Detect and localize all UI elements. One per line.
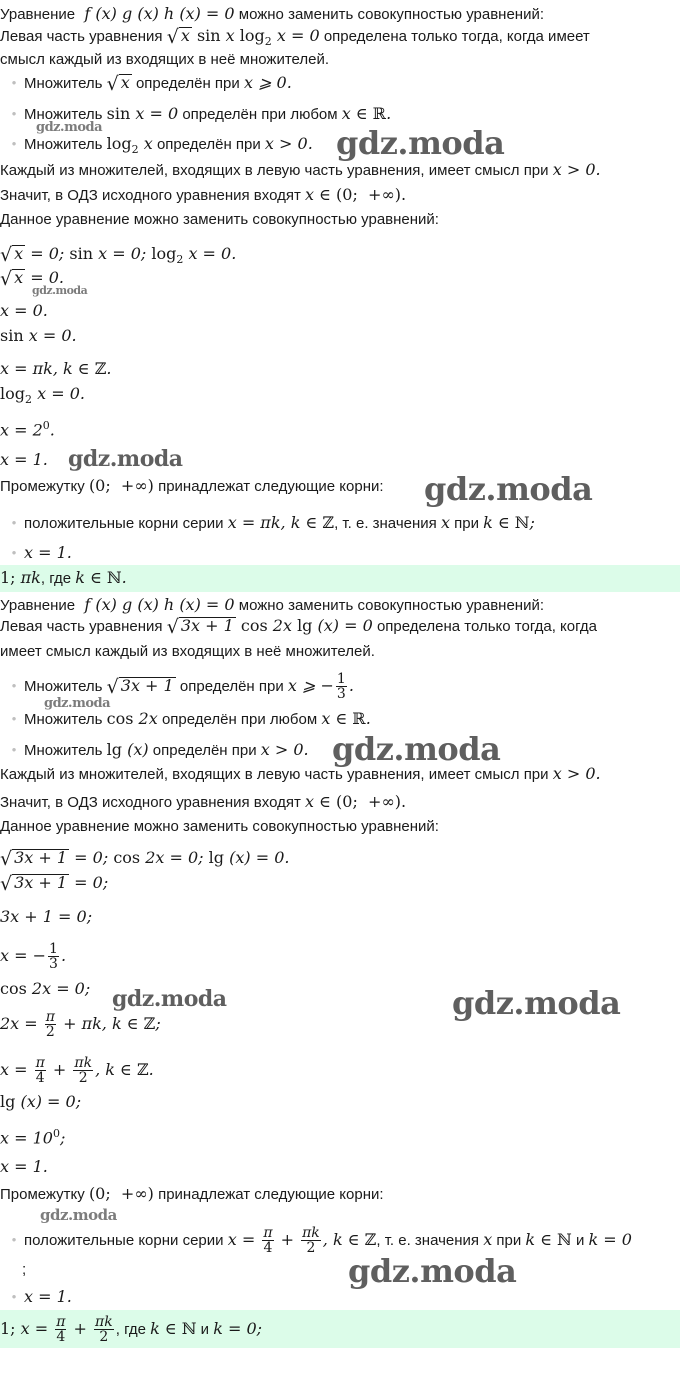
math-line: x = 0. xyxy=(0,301,48,320)
math-line: √ x = 0. xyxy=(0,268,64,290)
math-line: x = $\frac{\pi}{4}$ + $\frac{\pi k}{2}$ , k ∈ ℤ. xyxy=(0,1055,154,1086)
odz-line: Значит, в ОДЗ исходного уравнения входят x ∈ (0; +∞). xyxy=(0,792,407,811)
answer-text: 1; πk, где k ∈ ℕ. xyxy=(0,568,127,587)
math-equation-2: √ 3x + 1 cos 2x lg (x) = 0 xyxy=(166,616,373,638)
watermark-logo: gdz.moda xyxy=(112,986,227,1012)
watermark-logo: gdz.moda xyxy=(68,446,183,472)
bullet-item: • Множитель √ x определён при x ⩾ 0. xyxy=(8,73,292,95)
left-part-line-2: имеет смысл каждый из входящих в неё множителей. xyxy=(0,643,375,660)
watermark-logo: gdz.moda xyxy=(424,470,593,508)
math-system-1: √ x = 0; sin x = 0; $\log_2 x = 0$. xyxy=(0,244,237,267)
each-factor-line: Каждый из множителей, входящих в левую часть уравнения, имеет смысл при x > 0. xyxy=(0,764,601,783)
interval-line: Промежутку (0; +∞) принадлежат следующие корни: xyxy=(0,1184,384,1203)
math-line: √ 3x + 1 = 0; xyxy=(0,873,109,895)
each-factor-line: Каждый из множителей, входящих в левую часть уравнения, имеет смысл при x > 0. xyxy=(0,160,601,179)
watermark-logo: gdz.moda xyxy=(32,284,88,297)
intro-line-1: Уравнение f (x) g (x) h (x) = 0 можно заменить совокупностью уравнений: xyxy=(0,4,545,23)
bullet-icon: • xyxy=(11,515,17,530)
watermark-logo: gdz.moda xyxy=(36,120,103,135)
interval-line: Промежутку (0; +∞) принадлежат следующие корни: xyxy=(0,476,384,495)
bullet-item: • Множитель cos 2x определён при любом x ∈ ℝ. xyxy=(8,709,371,731)
answer-box xyxy=(0,565,680,592)
math-line: x = − $\frac{1}{3}$ . xyxy=(0,941,67,972)
odz-line: Значит, в ОДЗ исходного уравнения входят x ∈ (0; +∞). xyxy=(0,185,407,204)
bullet-item: • x = 1. xyxy=(8,1287,72,1309)
bullet-icon: • xyxy=(11,678,17,693)
bullet-item: • положительные корни серии x = πk, k ∈ ℤ, т. е. значения x при k ∈ ℕ; xyxy=(8,513,535,535)
left-part-line-2: смысл каждый из входящих в неё множителей. xyxy=(0,51,330,68)
math-line: x = 1. xyxy=(0,1157,48,1176)
bullet-item: • x = 1. xyxy=(8,543,72,565)
math-line: $\log_2 x = 0$. xyxy=(0,384,85,407)
replace-line: Данное уравнение можно заменить совокупностью уравнений: xyxy=(0,818,439,835)
answer-text: 1; x = $\frac{\pi}{4}$ + $\frac{\pi k}{2}$ , где k ∈ ℕ и k = 0; xyxy=(0,1314,263,1345)
answer-box xyxy=(0,1310,680,1348)
bullet-icon: • xyxy=(11,75,17,90)
watermark-logo: gdz.moda xyxy=(332,730,501,768)
math-line: sin x = 0. xyxy=(0,326,77,345)
bullet-icon: • xyxy=(11,1232,17,1247)
bullet-icon: • xyxy=(11,742,17,757)
math-equation-1: √ x sin x $\log_2 x = 0$ xyxy=(166,26,320,49)
math-line: 3x + 1 = 0; xyxy=(0,907,93,926)
math-line: $x = 2^0$. xyxy=(0,419,55,440)
watermark-logo: gdz.moda xyxy=(40,1206,117,1224)
bullet-icon: • xyxy=(11,106,17,121)
semicolon: ; xyxy=(22,1261,27,1278)
replace-line: Данное уравнение можно заменить совокупностью уравнений: xyxy=(0,211,439,228)
math-line: x = πk, k ∈ ℤ. xyxy=(0,359,112,378)
bullet-icon: • xyxy=(11,136,17,151)
bullet-icon: • xyxy=(11,711,17,726)
left-part-line-1: Левая часть уравнения √ 3x + 1 cos 2x lg (x) = 0 определена только тогда, когда xyxy=(0,616,598,638)
bullet-item: • Множитель lg (x) определён при x > 0. xyxy=(8,740,309,762)
math-line: 2x = $\frac{\pi}{2}$ + πk, k ∈ ℤ; xyxy=(0,1009,161,1040)
math-line: x = 1. xyxy=(0,450,48,469)
math-line: lg (x) = 0; xyxy=(0,1092,82,1111)
watermark-logo: gdz.moda xyxy=(348,1252,517,1290)
bullet-item: • положительные корни серии x = $\frac{\pi}{4}$ + $\frac{\pi k}{2}$ , k ∈ ℤ, т. е. значения x при k ∈ ℕ и k = 0 xyxy=(8,1220,632,1260)
watermark-logo: gdz.moda xyxy=(336,124,505,162)
left-part-line-1: Левая часть уравнения √ x sin x $\log_2 x = 0$ определена только тогда, когда имеет xyxy=(0,26,590,49)
bullet-icon: • xyxy=(11,545,17,560)
math-line: cos 2x = 0; xyxy=(0,979,91,998)
intro-line-2: Уравнение f (x) g (x) h (x) = 0 можно заменить совокупностью уравнений: xyxy=(0,595,545,614)
bullet-icon: • xyxy=(11,1289,17,1304)
watermark-logo: gdz.moda xyxy=(452,984,621,1022)
math-line: $x = 10^0$; xyxy=(0,1127,66,1148)
bullet-item: • Множитель $\log_2 x$ определён при x > 0. xyxy=(8,134,313,156)
math-fgh-equation: f (x) g (x) h (x) = 0 xyxy=(79,595,235,614)
bullet-item: • Множитель √ 3x + 1 определён при x ⩾ − $\frac{1}{3}$ . xyxy=(8,668,354,704)
watermark-logo: gdz.moda xyxy=(44,696,111,711)
math-fgh-equation: f (x) g (x) h (x) = 0 xyxy=(79,4,235,23)
bullet-item: • Множитель sin x = 0 определён при любом x ∈ ℝ. xyxy=(8,104,391,126)
math-system-2: √ 3x + 1 = 0; cos 2x = 0; lg (x) = 0. xyxy=(0,848,290,870)
